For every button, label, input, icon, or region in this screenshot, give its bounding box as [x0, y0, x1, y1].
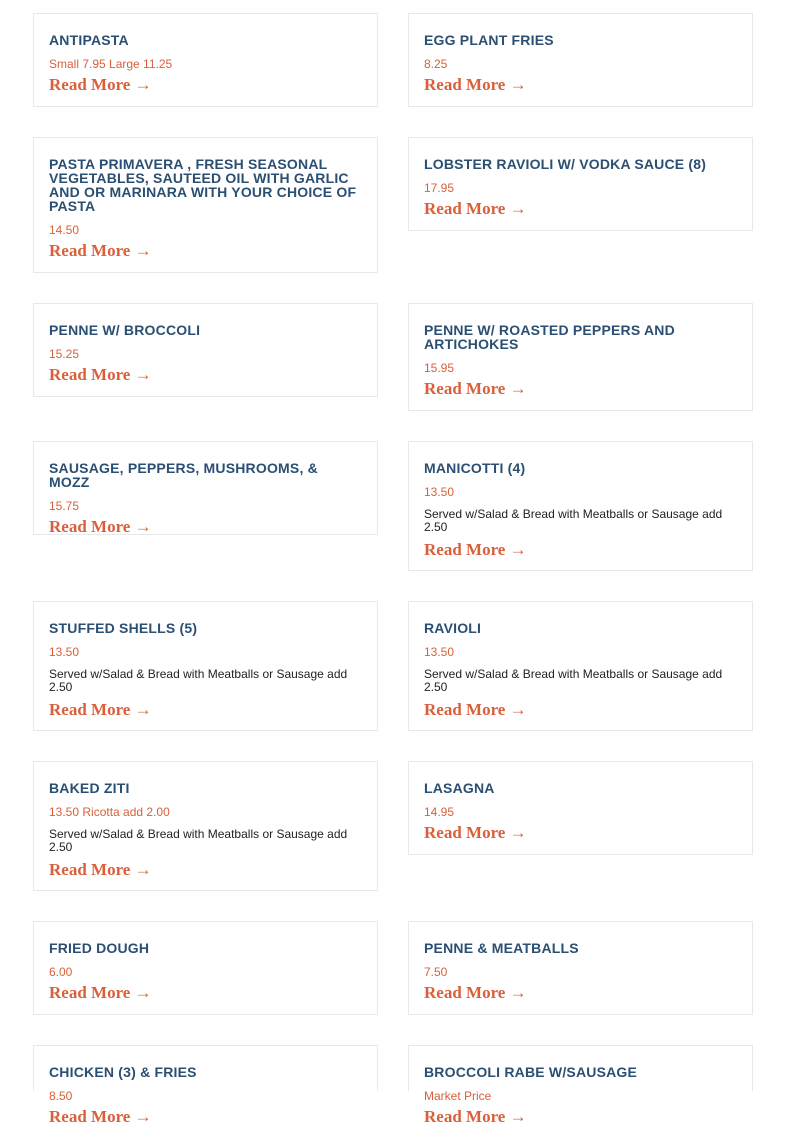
menu-item-card: [33, 137, 378, 273]
menu-item-price: 17.95: [424, 181, 455, 195]
menu-item-price: 13.50: [424, 485, 455, 499]
read-more-link[interactable]: Read More →: [424, 540, 527, 559]
menu-item-price: 14.95: [424, 805, 455, 819]
menu-item-price: 7.50: [424, 965, 448, 979]
menu-item-card: [33, 1045, 378, 1126]
menu-item-price: 8.50: [49, 1089, 73, 1103]
menu-item-card: [408, 137, 753, 231]
menu-item-card: [408, 601, 753, 731]
menu-item-title: LOBSTER RAVIOLI W/ VODKA SAUCE (8): [424, 156, 707, 172]
read-more-link[interactable]: Read More →: [424, 1107, 527, 1126]
menu-item-title: PASTA PRIMAVERA , FRESH SEASONAL VEGETABLES, SAUTEED OIL WITH GARLIC AND OR MARINARA WITH YOUR CHOICE OF PASTA: [49, 156, 357, 214]
menu-item-card: [33, 601, 378, 731]
read-more-link[interactable]: Read More →: [49, 860, 152, 879]
menu-item-title: RAVIOLI: [424, 620, 482, 636]
read-more-link[interactable]: Read More →: [424, 700, 527, 719]
menu-item-title: EGG PLANT FRIES: [424, 32, 554, 48]
menu-item-price: Small 7.95 Large 11.25: [49, 57, 173, 71]
menu-item-title: FRIED DOUGH: [49, 940, 150, 956]
menu-item-card: [408, 921, 753, 1015]
menu-item-title: ANTIPASTA: [49, 32, 129, 48]
menu-item-card: [408, 13, 753, 107]
read-more-link[interactable]: Read More →: [49, 517, 152, 536]
menu-item-price: 13.50: [49, 645, 80, 659]
menu-item-price: 14.50: [49, 223, 80, 237]
menu-item-card: [408, 1045, 753, 1126]
read-more-link[interactable]: Read More →: [49, 700, 152, 719]
read-more-link[interactable]: Read More →: [49, 241, 152, 260]
read-more-link[interactable]: Read More →: [49, 1107, 152, 1126]
menu-item-price: 8.25: [424, 57, 448, 71]
read-more-link[interactable]: Read More →: [424, 379, 527, 398]
menu-item-title: BROCCOLI RABE W/SAUSAGE: [424, 1064, 638, 1080]
menu-item-title: SAUSAGE, PEPPERS, MUSHROOMS, & MOZZ: [49, 460, 318, 490]
read-more-link[interactable]: Read More →: [49, 75, 152, 94]
menu-item-description: Served w/Salad & Bread with Meatballs or Sausage add 2.50: [49, 827, 348, 854]
menu-item-title: BAKED ZITI: [49, 780, 130, 796]
menu-item-price: Market Price: [424, 1089, 492, 1103]
menu-item-title: PENNE W/ ROASTED PEPPERS AND ARTICHOKES: [424, 322, 675, 352]
menu-item-price: 6.00: [49, 965, 73, 979]
menu-item-price: 13.50: [424, 645, 455, 659]
read-more-link[interactable]: Read More →: [49, 365, 152, 384]
menu-item-card: [33, 441, 378, 535]
menu-item-title: MANICOTTI (4): [424, 460, 526, 476]
menu-item-card: [33, 761, 378, 891]
menu-item-card: [33, 921, 378, 1015]
read-more-link[interactable]: Read More →: [424, 199, 527, 218]
menu-item-description: Served w/Salad & Bread with Meatballs or Sausage add 2.50: [424, 667, 723, 694]
menu-item-title: PENNE W/ BROCCOLI: [49, 322, 201, 338]
menu-item-title: STUFFED SHELLS (5): [49, 620, 198, 636]
read-more-link[interactable]: Read More →: [424, 983, 527, 1002]
menu-item-price: 15.25: [49, 347, 80, 361]
menu-item-price: 15.95: [424, 361, 455, 375]
menu-item-description: Served w/Salad & Bread with Meatballs or Sausage add 2.50: [49, 667, 348, 694]
read-more-link[interactable]: Read More →: [424, 823, 527, 842]
menu-item-title: LASAGNA: [424, 780, 495, 796]
menu-item-card: [33, 303, 378, 397]
menu-item-title: PENNE & MEATBALLS: [424, 940, 579, 956]
menu-item-card: [33, 13, 378, 107]
menu-item-price: 15.75: [49, 499, 80, 513]
menu-item-price: 13.50 Ricotta add 2.00: [49, 805, 170, 819]
read-more-link[interactable]: Read More →: [424, 75, 527, 94]
menu-item-card: [408, 761, 753, 855]
menu-item-description: Served w/Salad & Bread with Meatballs or Sausage add 2.50: [424, 507, 723, 534]
menu-item-title: CHICKEN (3) & FRIES: [49, 1064, 197, 1080]
read-more-link[interactable]: Read More →: [49, 983, 152, 1002]
menu-item-card: [408, 303, 753, 411]
menu-item-card: [408, 441, 753, 571]
